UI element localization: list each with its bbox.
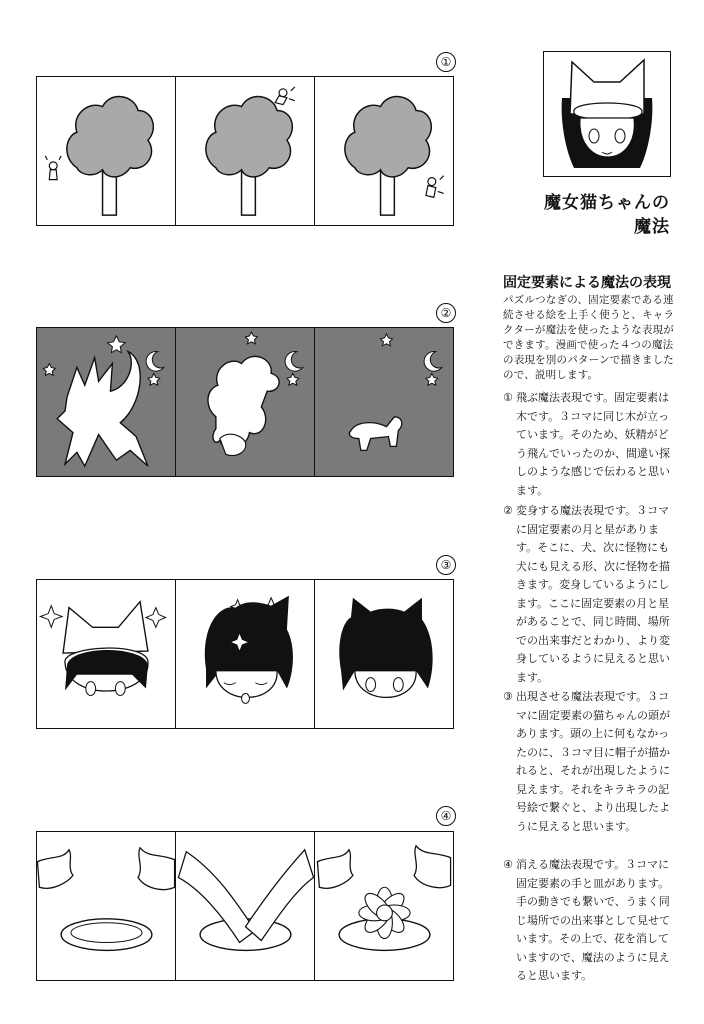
character-portrait [543,51,671,177]
panel-1-1 [37,77,176,225]
tree-trunk [242,172,256,215]
item-text: 飛ぶ魔法表現です。固定要素は木です。３コマに同じ木が立っています。そのため、妖精がどう飛んでいったのか、間違い探しのような感じで伝わると思います。 [516,391,670,497]
panel-3-2 [176,580,315,728]
item-mark: ③ [503,690,513,703]
item-1 [503,389,675,500]
panel-number-2: ② [436,303,456,323]
item-3 [503,688,675,836]
strip-flying [36,76,454,226]
moon-icon [424,352,442,372]
left-hand [37,850,73,889]
mouth [242,693,250,703]
dog-silhouette [349,417,401,451]
intro-text: パズルつなぎの、固定要素である連続させる絵を上手く使うと、キャラクターが魔法を使ったような表現ができます。漫画で使った４つの魔法の表現を別のパターンで描きましたので、説明します。 [503,294,675,381]
strip-vanish [36,831,454,981]
star-icon [245,332,257,344]
fairy-figure [275,87,295,105]
strip-appear [36,579,454,729]
fairy-figure [45,156,61,180]
morph-cloud [208,356,279,448]
flower-icon [359,887,410,938]
item-mark: ② [503,504,513,517]
panel-4-2 [176,832,315,980]
panel-2-1 [37,328,176,476]
panel-3-1 [37,580,176,728]
panel-3-3 [315,580,453,728]
eye [589,129,599,143]
star-icon [43,364,55,376]
item-mark: ① [503,391,513,404]
star-icon [148,373,160,385]
moon-icon [146,352,164,372]
right-hand [414,846,451,888]
item-text: 消える魔法表現です。３コマに固定要素の手と皿があります。手の動きでも繋いで、うまく同じ場所での出来事として見せています。その上で、花を消していますので、魔法のように見えると思います。 [516,858,670,982]
moon-icon [285,352,303,372]
fairy-figure [426,176,444,198]
eye [86,682,96,696]
face [355,671,416,698]
sparkle-icon [40,606,62,628]
tree-crown [67,97,153,177]
panel-2-2 [176,328,315,476]
item-4 [503,856,675,986]
star-icon [426,373,438,385]
page-title-line2: 魔法 [634,217,670,237]
right-hand [138,848,175,890]
plate [61,919,152,951]
monster-silhouette [57,352,148,466]
page-title-line1: 魔女猫ちゃんの [544,193,670,213]
panel-2-3 [315,328,453,476]
panel-number-1: ① [436,52,456,72]
panel-4-3 [315,832,453,980]
eye [615,129,625,143]
cat-hat [63,602,148,653]
star-icon [381,334,393,346]
tree-trunk [103,172,117,215]
dog-silhouette [220,434,246,455]
panel-1-3 [315,77,453,225]
panel-number-3: ③ [436,555,456,575]
star-icon [287,373,299,385]
item-2 [503,502,675,687]
sparkle-icon [146,608,166,628]
tree-crown [345,97,431,177]
item-text: 出現させる魔法表現です。３コマに固定要素の猫ちゃんの頭があります。頭の上に何もなかったのに、３コマ目に帽子が描かれると、それが出現したように見えます。それをキラキラの記号絵で繋ぐと、より出現したように見えると思います。 [516,690,670,833]
panel-4-1 [37,832,176,980]
strip-transform [36,327,454,477]
tree-trunk [381,172,395,215]
eye [366,678,376,692]
eye [393,678,403,692]
hat-brim [574,103,642,120]
left-hand [317,850,353,889]
item-mark: ④ [503,858,513,871]
tree-crown [206,97,292,177]
section-heading: 固定要素による魔法の表現 [503,275,671,291]
item-text: 変身する魔法表現です。３コマに固定要素の月と星があります。そこに、犬、次に怪物にも犬にも見える形、次に怪物を描きます。変身しているようにします。ここに固定要素の月と星があることで、同じ時間、場所での出来事だとわかり、より変身しているように見えると思います。 [516,504,670,684]
panel-number-4: ④ [436,806,456,826]
panel-1-2 [176,77,315,225]
eye [115,682,125,696]
star-icon [107,336,125,353]
